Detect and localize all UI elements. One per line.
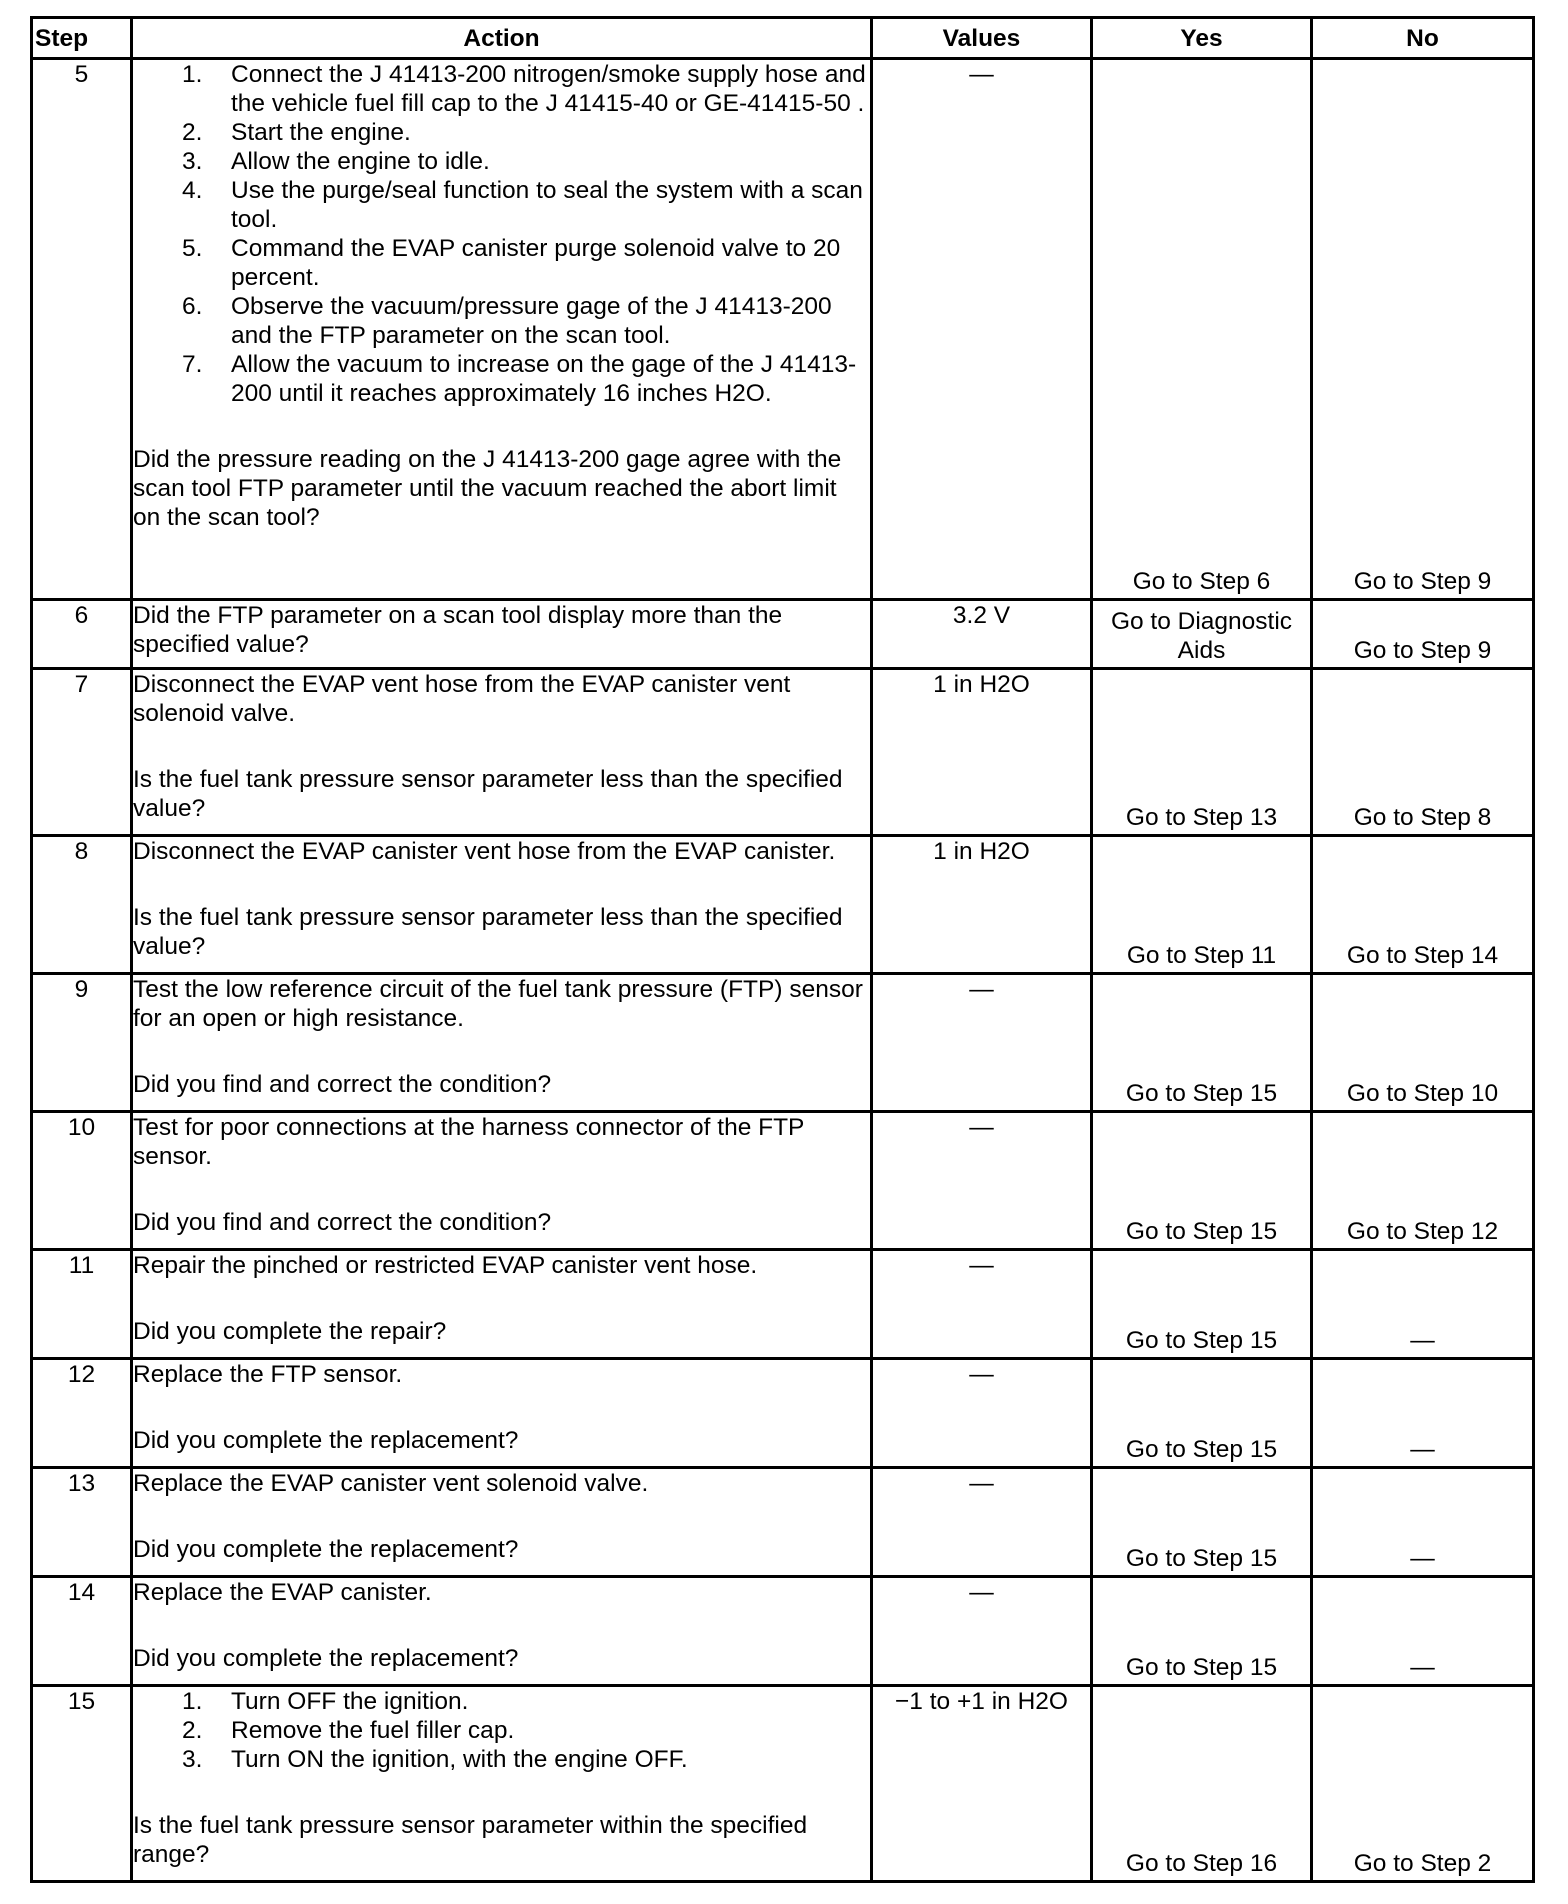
- list-text: Turn OFF the ignition.: [231, 1688, 469, 1715]
- procedure-list: [133, 1687, 870, 1774]
- procedure-list: [133, 60, 870, 408]
- table-row: [32, 600, 1534, 669]
- no-cell: [1312, 1250, 1534, 1359]
- yes-cell: [1092, 1112, 1312, 1250]
- yes-cell: [1092, 1686, 1312, 1882]
- action-cell: [132, 59, 872, 600]
- yes-link[interactable]: Go to Step 6: [1132, 568, 1271, 595]
- diagnostic-table: [30, 16, 1535, 1883]
- action-question: Did the pressure reading on the J 41413-200 gage agree with the scan tool FTP parameter until the vacuum reached the abort limit on the scan tool?: [133, 446, 842, 531]
- list-number: 5.: [182, 235, 203, 262]
- yes-link[interactable]: Go to Step 15: [1125, 1654, 1278, 1681]
- action-text: Replace the EVAP canister vent solenoid valve.: [133, 1470, 649, 1497]
- table-row: [32, 836, 1534, 974]
- yes-cell: [1092, 1577, 1312, 1686]
- action-cell: [132, 669, 872, 836]
- step-number: 10: [32, 1112, 132, 1250]
- no-value: —: [1410, 1436, 1435, 1463]
- list-text: Allow the engine to idle.: [231, 148, 490, 175]
- header-step: Step: [32, 18, 132, 59]
- yes-link[interactable]: Go to Step 15: [1125, 1218, 1278, 1245]
- no-link[interactable]: Go to Step 14: [1346, 942, 1499, 969]
- step-number: 9: [32, 974, 132, 1112]
- action-cell: [132, 1250, 872, 1359]
- value-cell: —: [872, 59, 1092, 600]
- yes-cell: [1092, 1250, 1312, 1359]
- list-item: [133, 1745, 870, 1774]
- no-cell: [1312, 1686, 1534, 1882]
- yes-link[interactable]: Go to Step 15: [1125, 1545, 1278, 1572]
- table-row: [32, 1577, 1534, 1686]
- no-link[interactable]: Go to Step 9: [1353, 568, 1492, 595]
- list-text: Use the purge/seal function to seal the system with a scan tool.: [231, 177, 863, 233]
- no-cell: [1312, 1359, 1534, 1468]
- value-cell: −1 to +1 in H2O: [872, 1686, 1092, 1882]
- step-number: 11: [32, 1250, 132, 1359]
- value-cell: —: [872, 1359, 1092, 1468]
- no-cell: [1312, 836, 1534, 974]
- header-no: No: [1312, 18, 1534, 59]
- value-cell: —: [872, 1250, 1092, 1359]
- action-text: Disconnect the EVAP canister vent hose from the EVAP canister.: [133, 838, 836, 865]
- action-text: Repair the pinched or restricted EVAP canister vent hose.: [133, 1252, 758, 1279]
- value-cell: 1 in H2O: [872, 669, 1092, 836]
- action-question: Is the fuel tank pressure sensor parameter less than the specified value?: [133, 904, 843, 960]
- list-number: 1.: [182, 1688, 203, 1715]
- list-text: Start the engine.: [231, 119, 411, 146]
- step-number: 6: [32, 600, 132, 669]
- action-text: Did the FTP parameter on a scan tool display more than the specified value?: [133, 602, 783, 658]
- list-number: 2.: [182, 119, 203, 146]
- no-cell: [1312, 59, 1534, 600]
- list-item: [133, 147, 870, 176]
- list-text: Observe the vacuum/pressure gage of the J 41413-200 and the FTP parameter on the scan tool.: [231, 293, 832, 349]
- header-yes: Yes: [1092, 18, 1312, 59]
- value-cell: 3.2 V: [872, 600, 1092, 669]
- list-item: [133, 1687, 870, 1716]
- action-cell: [132, 974, 872, 1112]
- yes-link[interactable]: Go to Step 11: [1126, 942, 1277, 969]
- table-row: [32, 1359, 1534, 1468]
- action-question: Did you complete the replacement?: [133, 1536, 519, 1563]
- action-text: Replace the EVAP canister.: [133, 1579, 432, 1606]
- table-row: [32, 669, 1534, 836]
- table-row: [32, 1686, 1534, 1882]
- diagnostic-table-container: [30, 16, 1535, 1883]
- no-cell: [1312, 600, 1534, 669]
- action-question: Did you find and correct the condition?: [133, 1209, 552, 1236]
- list-number: 3.: [182, 148, 203, 175]
- action-cell: [132, 600, 872, 669]
- list-number: 2.: [182, 1717, 203, 1744]
- yes-cell: [1092, 59, 1312, 600]
- step-number: 15: [32, 1686, 132, 1882]
- step-number: 12: [32, 1359, 132, 1468]
- list-number: 1.: [182, 61, 203, 88]
- action-cell: [132, 1359, 872, 1468]
- action-cell: [132, 1468, 872, 1577]
- list-text: Connect the J 41413-200 nitrogen/smoke supply hose and the vehicle fuel fill cap to the J 41415-40 or GE-41415-50 .: [231, 61, 866, 117]
- action-cell: [132, 836, 872, 974]
- no-value: —: [1410, 1654, 1435, 1681]
- yes-link[interactable]: Go to Step 16: [1125, 1850, 1278, 1877]
- action-question: Did you complete the repair?: [133, 1318, 447, 1345]
- no-value: —: [1410, 1327, 1435, 1354]
- no-cell: [1312, 974, 1534, 1112]
- no-cell: [1312, 669, 1534, 836]
- list-number: 3.: [182, 1746, 203, 1773]
- list-number: 7.: [182, 351, 203, 378]
- list-text: Turn ON the ignition, with the engine OFF.: [231, 1746, 688, 1773]
- action-cell: [132, 1112, 872, 1250]
- no-link[interactable]: Go to Step 9: [1353, 637, 1492, 664]
- list-text: Command the EVAP canister purge solenoid valve to 20 percent.: [231, 235, 841, 291]
- yes-cell: [1092, 1468, 1312, 1577]
- header-row: [32, 18, 1534, 59]
- list-item: [133, 118, 870, 147]
- action-cell: [132, 1577, 872, 1686]
- list-number: 6.: [182, 293, 203, 320]
- list-item: [133, 60, 870, 118]
- yes-link[interactable]: Go to Step 13: [1125, 804, 1278, 831]
- step-number: 14: [32, 1577, 132, 1686]
- no-cell: [1312, 1112, 1534, 1250]
- action-text: Disconnect the EVAP vent hose from the EVAP canister vent solenoid valve.: [133, 671, 791, 727]
- action-text: Test the low reference circuit of the fuel tank pressure (FTP) sensor for an open or high resistance.: [133, 976, 863, 1032]
- no-link[interactable]: Go to Step 10: [1346, 1080, 1499, 1107]
- list-number: 4.: [182, 177, 203, 204]
- value-cell: —: [872, 1112, 1092, 1250]
- table-row: [32, 1250, 1534, 1359]
- list-item: [133, 292, 870, 350]
- list-item: [133, 1716, 870, 1745]
- value-cell: —: [872, 1577, 1092, 1686]
- table-row: [32, 1112, 1534, 1250]
- value-cell: —: [872, 974, 1092, 1112]
- header-action: Action: [132, 18, 872, 59]
- table-row: [32, 59, 1534, 600]
- action-cell: [132, 1686, 872, 1882]
- list-item: [133, 234, 870, 292]
- action-question: Did you find and correct the condition?: [133, 1071, 552, 1098]
- yes-link[interactable]: Go to Step 15: [1125, 1327, 1278, 1354]
- yes-link[interactable]: Go to Diagnostic Aids: [1110, 608, 1293, 664]
- action-question: Did you complete the replacement?: [133, 1645, 519, 1672]
- value-cell: 1 in H2O: [872, 836, 1092, 974]
- step-number: 8: [32, 836, 132, 974]
- action-question: Is the fuel tank pressure sensor parameter less than the specified value?: [133, 766, 843, 822]
- action-text: Test for poor connections at the harness connector of the FTP sensor.: [133, 1114, 804, 1170]
- yes-cell: [1092, 669, 1312, 836]
- no-link[interactable]: Go to Step 8: [1353, 804, 1492, 831]
- table-row: [32, 974, 1534, 1112]
- no-cell: [1312, 1468, 1534, 1577]
- list-text: Remove the fuel filler cap.: [231, 1717, 515, 1744]
- action-question: Did you complete the replacement?: [133, 1427, 519, 1454]
- header-values: Values: [872, 18, 1092, 59]
- list-item: [133, 176, 870, 234]
- action-text: Replace the FTP sensor.: [133, 1361, 403, 1388]
- yes-cell: [1092, 974, 1312, 1112]
- step-number: 13: [32, 1468, 132, 1577]
- no-link[interactable]: Go to Step 2: [1353, 1850, 1492, 1877]
- step-number: 7: [32, 669, 132, 836]
- no-cell: [1312, 1577, 1534, 1686]
- yes-link[interactable]: Go to Step 15: [1125, 1436, 1278, 1463]
- value-cell: —: [872, 1468, 1092, 1577]
- list-item: [133, 350, 870, 408]
- action-question: Is the fuel tank pressure sensor parameter within the specified range?: [133, 1812, 808, 1868]
- yes-cell: [1092, 836, 1312, 974]
- table-row: [32, 1468, 1534, 1577]
- yes-cell: [1092, 600, 1312, 669]
- yes-cell: [1092, 1359, 1312, 1468]
- step-number: 5: [32, 59, 132, 600]
- list-text: Allow the vacuum to increase on the gage of the J 41413-200 until it reaches approximately 16 inches H2O.: [231, 351, 857, 407]
- yes-link[interactable]: Go to Step 15: [1125, 1080, 1278, 1107]
- no-value: —: [1410, 1545, 1435, 1572]
- no-link[interactable]: Go to Step 12: [1346, 1218, 1499, 1245]
